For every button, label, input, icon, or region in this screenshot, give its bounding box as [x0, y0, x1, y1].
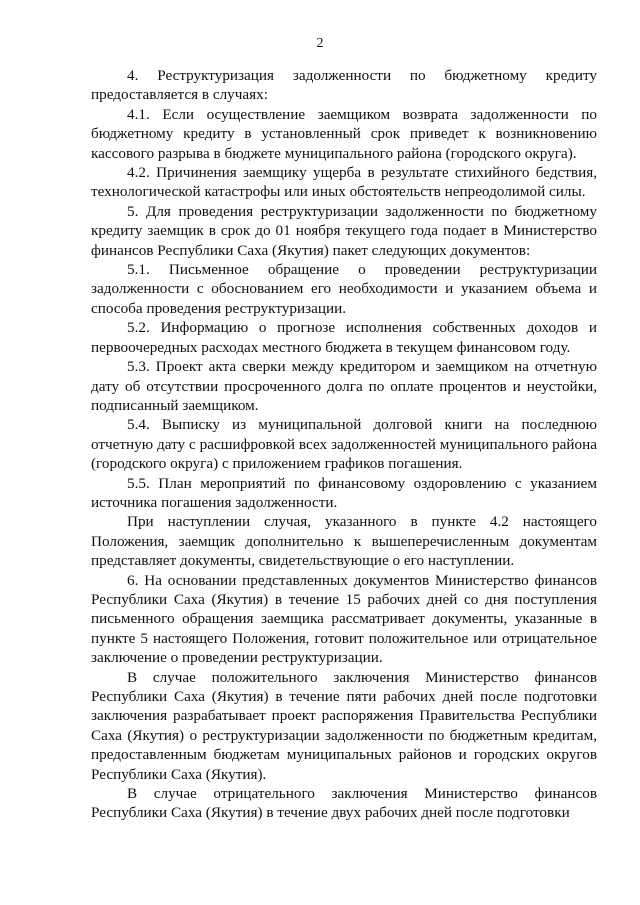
paragraph-item-5-3: 5.3. Проект акта сверки между кредитором и заемщиком на отчетную дату об отсутствии просроченного долга по оплате процентов и неустойки, подписанный заемщиком.: [91, 358, 597, 414]
paragraph-item-4-1: 4.1. Если осуществление заемщиком возврата задолженности по бюджетному кредиту в установленный срок приведет к возникновению кассового разрыва в бюджете муниципального района (городского округа).: [91, 105, 597, 162]
paragraph-positive-conclusion: В случае положительного заключения Министерство финансов Республики Саха (Якутия) в течение пяти рабочих дней после подготовки заключения разрабатывает проект распоряжения Правительства Республики Саха (Якутия) о реструктуризации задолженности по бюджетным кредитам, предоставленным бюджетам муниципальных районов и городских округов Республики Саха (Якутия).: [91, 668, 597, 783]
paragraph-case-4-2: При наступлении случая, указанного в пункте 4.2 настоящего Положения, заемщик дополнительно к вышеперечисленным документам представляет документы, свидетельствующие о его наступлении.: [91, 513, 597, 570]
paragraph-item-5-5: 5.5. План мероприятий по финансовому оздоровлению с указанием источника погашения задолженности.: [91, 474, 597, 511]
paragraph-item-5-4: 5.4. Выписку из муниципальной долговой книги на последнюю отчетную дату с расшифровкой всех задолженностей муниципального района (городского округа) с приложением графиков погашения.: [91, 416, 597, 473]
paragraph-item-6: 6. На основании представленных документов Министерство финансов Республики Саха (Якутия) в течение 15 рабочих дней со дня поступления письменного обращения заемщика рассматривает документы, указанные в пункте 5 настоящего Положения, готовит положительное или отрицательное заключение о проведении реструктуризации.: [91, 571, 597, 667]
paragraph-item-4: 4. Реструктуризация задолженности по бюджетному кредиту предоставляется в случаях:: [91, 67, 597, 104]
page-number: 2: [316, 36, 324, 51]
paragraph-item-5-2: 5.2. Информацию о прогнозе исполнения собственных доходов и первоочередных расходах местного бюджета в текущем финансовом году.: [91, 319, 597, 356]
paragraph-item-5-1: 5.1. Письменное обращение о проведении реструктуризации задолженности с обоснованием его необходимости и указанием объема и способа проведения реструктуризации.: [91, 261, 597, 317]
paragraph-item-5: 5. Для проведения реструктуризации задолженности по бюджетному кредиту заемщик в срок до 01 ноября текущего года подает в Министерство финансов Республики Саха (Якутия) пакет следующих документов:: [91, 202, 597, 259]
paragraph-negative-conclusion: В случае отрицательного заключения Министерство финансов Республики Саха (Якутия) в течение двух рабочих дней после подготовки: [91, 785, 597, 822]
document-body: [91, 66, 597, 823]
paragraph-item-4-2: 4.2. Причинения заемщику ущерба в результате стихийного бедствия, технологической катастрофы или иных обстоятельств непреодолимой силы.: [91, 164, 597, 201]
